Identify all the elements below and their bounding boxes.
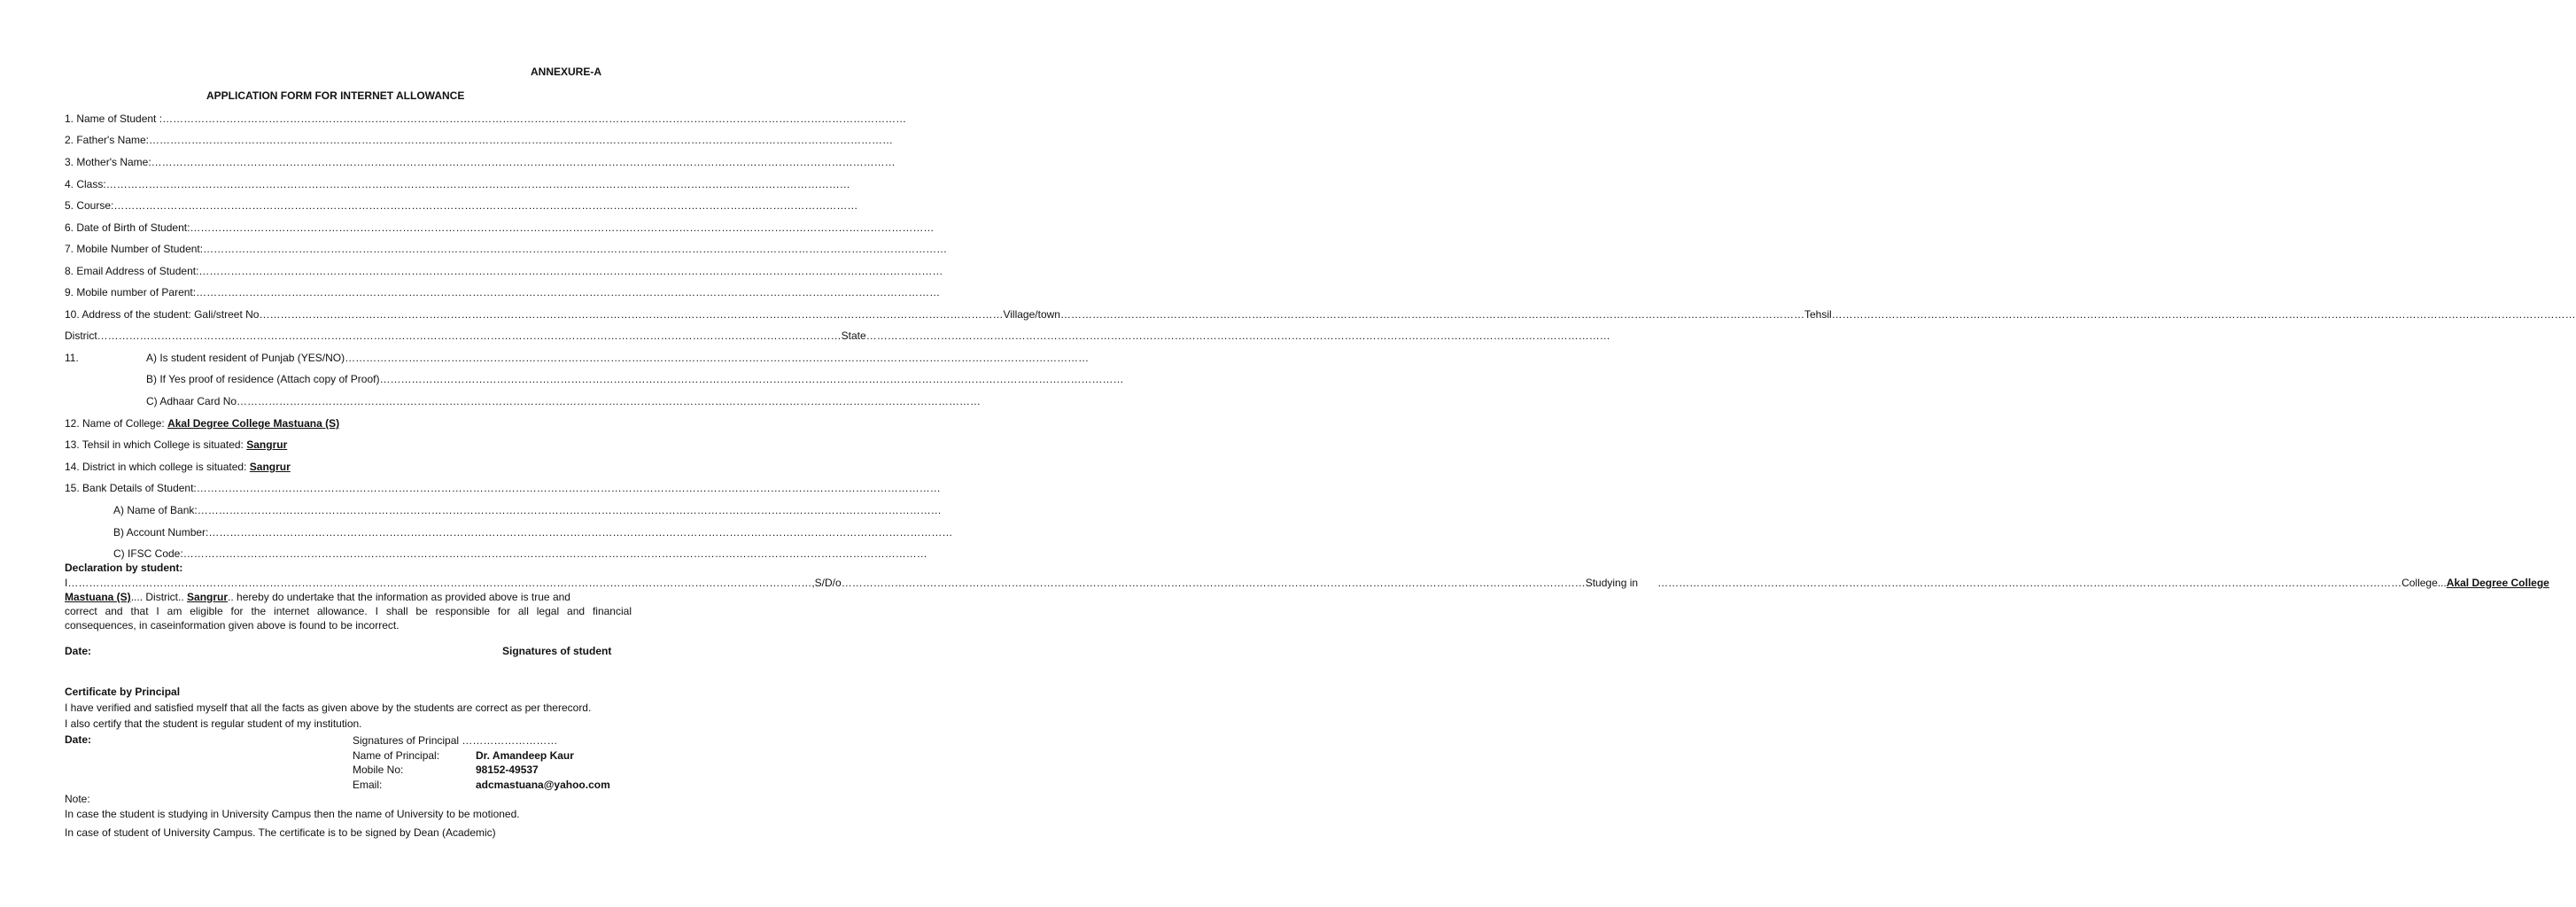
district-value: Sangrur: [249, 461, 291, 473]
field-email-student[interactable]: [65, 264, 943, 278]
field-residence-proof[interactable]: [146, 372, 1124, 386]
field-label: 7. Mobile Number of Student:: [65, 243, 204, 255]
field-mothers-name[interactable]: [65, 155, 896, 169]
fill-dots: …………………………………………………………………………………………………………………………………………………………………………………………: [1831, 308, 2576, 321]
decl-studying: Studying in: [1585, 577, 1639, 589]
decl-undertake: .. hereby do undertake that the information as provided above is true and: [228, 591, 570, 603]
field-label: 10. Address of the student: Gali/street No: [65, 308, 260, 321]
field-course[interactable]: [65, 198, 858, 213]
fill-dots: …………………………………………………………………………………………………………………………………………………………………………………………: [67, 577, 812, 589]
fill-dots: …………………………………………………………………………………………………………………………………………………………………………………………: [196, 482, 941, 494]
field-label: C) Adhaar Card No: [146, 395, 237, 407]
field-fathers-name[interactable]: [65, 133, 893, 147]
decl-i: I: [65, 577, 68, 589]
principal-date-label: Date:: [65, 733, 92, 746]
field-11-number: 11.: [65, 352, 79, 364]
field-punjab-resident[interactable]: [146, 351, 1090, 365]
fill-dots: …………………………………………………………………………………………………………………………………………………………………………………………: [197, 504, 942, 516]
declaration-heading: Declaration by student:: [65, 562, 183, 574]
field-label: 15. Bank Details of Student:: [65, 482, 197, 494]
declaration-line-4: consequences, in caseinformation given above is found to be incorrect.: [65, 619, 400, 632]
fill-dots: …………………………………………………………………………………………………………………………………………………………………………………………: [1059, 308, 1804, 321]
field-date-of-birth[interactable]: [65, 221, 935, 235]
principal-name-value: Dr. Amandeep Kaur: [476, 749, 574, 762]
field-label: 6. Date of Birth of Student:: [65, 221, 190, 234]
field-label: 2. Father's Name:: [65, 134, 149, 146]
fill-dots: …………………………………………………………………………………………………………………………………………………………………………………………: [97, 329, 842, 342]
field-label: 5. Course:: [65, 199, 114, 212]
annexure-label: ANNEXURE-A: [531, 66, 602, 78]
fill-dots: …………………………………………………………………………………………………………………………………………………………………………………………: [259, 308, 1004, 321]
field-label: A) Name of Bank:: [113, 504, 198, 516]
field-address-line2[interactable]: [65, 329, 1610, 343]
fill-dots: …………………………………………………………………………………………………………………………………………………………………………………………: [237, 395, 982, 407]
field-mobile-student[interactable]: [65, 242, 948, 256]
principal-mobile-label: Mobile No:: [353, 764, 404, 776]
field-account-number[interactable]: [113, 525, 953, 539]
decl-college-name: Akal Degree College: [2446, 577, 2549, 589]
fill-dots: …………………………………………………………………………………………………………………………………………………………………………………………: [162, 112, 907, 125]
fill-dots: …………………………………………………………………………………………………………………………………………………………………………………………: [151, 156, 896, 168]
village-label: Village/town: [1003, 308, 1060, 321]
field-label: 14. District in which college is situated:: [65, 461, 250, 473]
decl-college-name-cont: Mastuana (S): [65, 591, 131, 603]
decl-sdo: ,S/D/o: [811, 577, 842, 589]
certificate-line-1: I have verified and satisfied myself that all the facts as given above by the students are correct as per therecord.: [65, 702, 592, 714]
field-label: 8. Email Address of Student:: [65, 265, 199, 277]
fill-dots: …………………………………………………………………………………………………………………………………………………………………………………………: [105, 178, 850, 190]
decl-college: College...: [2401, 577, 2447, 589]
college-name-value: Akal Degree College Mastuana (S): [167, 417, 340, 430]
field-label: C) IFSC Code:: [113, 547, 183, 560]
decl-district-name: Sangrur: [187, 591, 229, 603]
field-adhaar-card[interactable]: [146, 394, 982, 408]
district-label: District: [65, 329, 97, 342]
note-heading: Note:: [65, 793, 90, 805]
state-label: State: [841, 329, 866, 342]
fill-dots: …………………………………………………………………………………………………………………………………………………………………………………………: [208, 526, 953, 539]
fill-dots: …………………………………………………………………………………………………………………………………………………………………………………………: [182, 547, 927, 560]
tehsil-value: Sangrur: [246, 438, 288, 451]
principal-name-label: Name of Principal:: [353, 749, 440, 762]
form-title: APPLICATION FORM FOR INTERNET ALLOWANCE: [206, 89, 465, 102]
field-label: 9. Mobile number of Parent:: [65, 286, 197, 298]
field-class[interactable]: [65, 177, 850, 191]
note-line-2: In case of student of University Campus. The certificate is to be signed by Dean (Academic): [65, 826, 496, 839]
field-college-tehsil: [65, 438, 287, 452]
field-college-name: [65, 416, 339, 430]
fill-dots: …………………………………………………………………………………………………………………………………………………………………………………………: [1657, 577, 2402, 589]
decl-district-label: .... District..: [130, 591, 188, 603]
note-line-1: In case the student is studying in University Campus then the name of University to be motioned.: [65, 808, 520, 820]
fill-dots: …………………………………………………………………………………………………………………………………………………………………………………………: [865, 329, 1610, 342]
field-label: 4. Class:: [65, 178, 106, 190]
field-mobile-parent[interactable]: [65, 285, 941, 299]
fill-dots: …………………………………………………………………………………………………………………………………………………………………………………………: [149, 134, 893, 146]
principal-email-label: Email:: [353, 779, 383, 791]
certificate-heading: Certificate by Principal: [65, 686, 181, 698]
field-label: 12. Name of College:: [65, 417, 168, 430]
field-ifsc-code[interactable]: [113, 547, 927, 561]
field-label: 1. Name of Student :: [65, 112, 163, 125]
fill-dots: …………………………………………………………………………………………………………………………………………………………………………………………: [190, 221, 935, 234]
declaration-line-3: correct and that I am eligible for the internet allowance. I shall be responsible for all legal and financial: [65, 605, 632, 617]
field-name-of-student[interactable]: [65, 112, 907, 126]
declaration-line-1: [65, 576, 2549, 590]
fill-dots: …………………………………………………………………………………………………………………………………………………………………………………………: [345, 352, 1090, 364]
student-signature-label: Signatures of student: [502, 645, 612, 657]
field-label: 3. Mother's Name:: [65, 156, 151, 168]
field-bank-details: [65, 481, 941, 495]
principal-signature-label: Signatures of Principal ………………………: [353, 734, 558, 747]
field-label: A) Is student resident of Punjab (YES/NO): [146, 352, 345, 364]
field-address-line1[interactable]: [65, 307, 2576, 322]
fill-dots: …………………………………………………………………………………………………………………………………………………………………………………………: [198, 265, 943, 277]
fill-dots: …………………………………………………………………………………………………………………………………………………………………………………………: [203, 243, 948, 255]
field-label: B) Account Number:: [113, 526, 209, 539]
fill-dots: …………………………………………………………………………………………………………………………………………………………………………………………: [841, 577, 1586, 589]
fill-dots: …………………………………………………………………………………………………………………………………………………………………………………………: [113, 199, 858, 212]
field-label: B) If Yes proof of residence (Attach copy of Proof): [146, 373, 380, 385]
field-bank-name[interactable]: [113, 503, 942, 517]
tehsil-label: Tehsil: [1804, 308, 1832, 321]
fill-dots: …………………………………………………………………………………………………………………………………………………………………………………………: [196, 286, 941, 298]
principal-email-value: adcmastuana@yahoo.com: [476, 779, 610, 791]
certificate-line-2: I also certify that the student is regular student of my institution.: [65, 717, 362, 730]
declaration-line-2: [65, 590, 632, 604]
fill-dots: …………………………………………………………………………………………………………………………………………………………………………………………: [379, 373, 1124, 385]
field-label: 13. Tehsil in which College is situated:: [65, 438, 247, 451]
field-college-district: [65, 460, 291, 474]
student-date-label: Date:: [65, 645, 92, 657]
principal-mobile-value: 98152-49537: [476, 764, 539, 776]
